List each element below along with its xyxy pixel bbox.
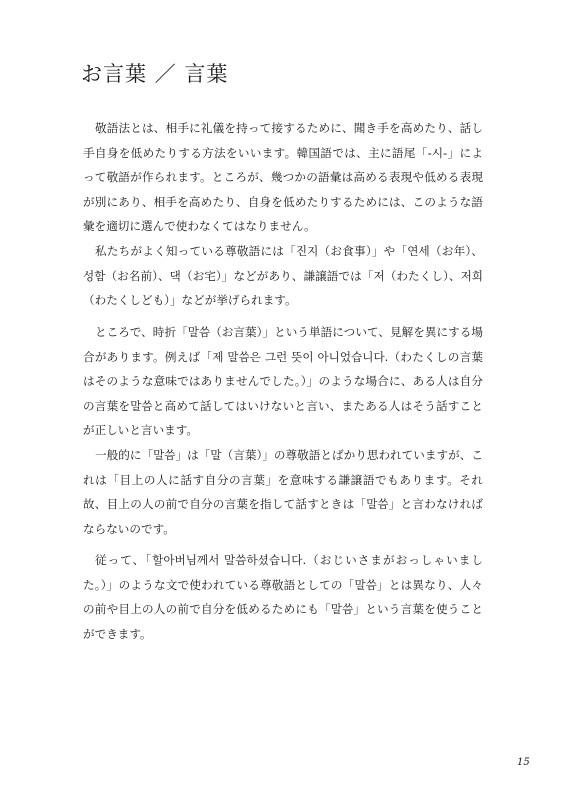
paragraph: 従って、「할아버님께서 말씀하셨습니다.（おじいさまがおっしゃいました。）」のような文で使われている尊敬語としての「말씀」とは異なり、人々の前や目上の人の前で自分を低めるためにも「말씀」という言葉を使うことができます。 — [83, 553, 483, 641]
paragraph: 一般的に「말씀」は「말（言葉）」の尊敬語とばかり思われていますが、これは「目上の人に話す自分の言葉」を意味する謙譲語でもあります。それ故、目上の人の前で自分の言葉を指して話すときは「말씀」と言わなければならないのです。 — [83, 447, 483, 536]
section-malsseum — [83, 320, 483, 541]
page-number: 15 — [517, 757, 530, 768]
page-title: お言葉 ／ 言葉 — [81, 62, 229, 86]
section-intro — [83, 116, 483, 313]
section-conclusion — [83, 548, 483, 646]
paragraph: 私たちがよく知っている尊敬語には「진지（お食事）」や「연세（お年）、성함（お名前）、댁（お宅）」などがあり、謙譲語では「저（わたくし）、저희（わたくしども）」などが挙げられます。 — [83, 243, 483, 308]
paragraph: 敬語法とは、相手に礼儀を持って接するために、聞き手を高めたり、話し手自身を低めたりする方法をいいます。韓国語では、主に語尾「-시-」によって敬語が作られます。ところが、幾つかの語彙は高める表現や低める表現が別にあり、相手を高めたり、自身を低めたりするためには、このような語彙を適切に選んで使わなくてはなりません。 — [83, 121, 483, 234]
paragraph: ところで、時折「말씀（お言葉）」という単語について、見解を異にする場合があります。例えば「제 말씀은 그런 뜻이 아니었습니다.（わたくしの言葉はそのような意味ではありませんでした。）」のような場合に、ある人は自分の言葉を말씀と高めて話してはいけないと言い、またある人はそう話すことが正しいと言います。 — [83, 325, 483, 438]
